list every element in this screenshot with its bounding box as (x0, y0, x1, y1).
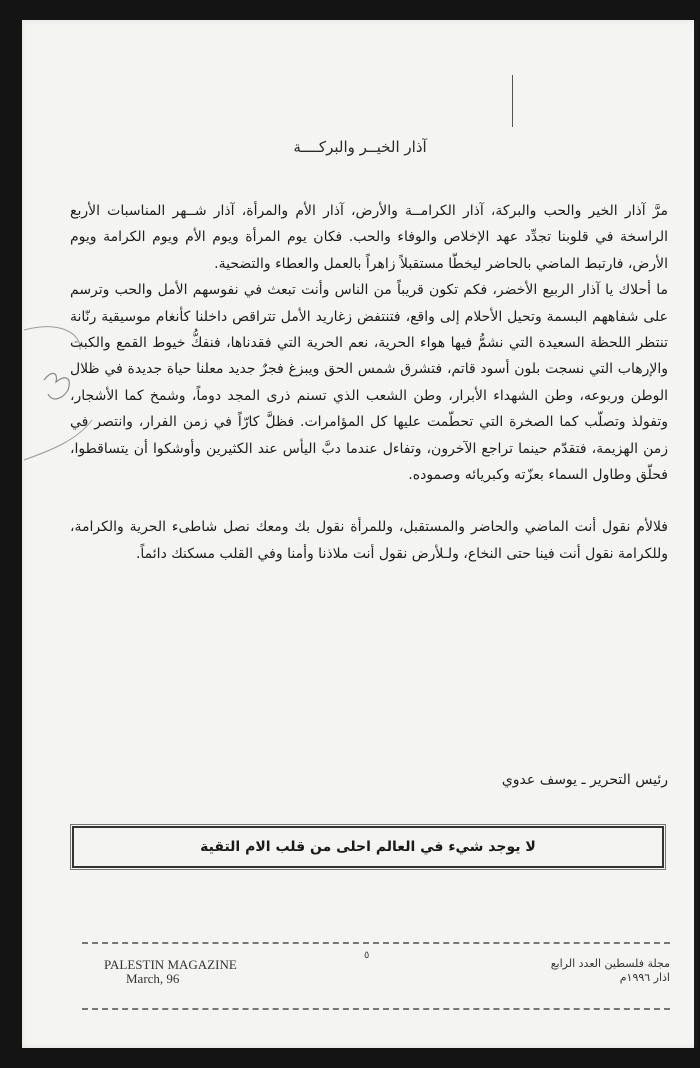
paragraph-spacer (70, 488, 668, 514)
paragraph-2: ما أحلاك يا آذار الربيع الأخضر، فكم تكون قريباً من الناس وأنت تبعث في نفوسهم الأمل والحب وترسم على شفاههم البسمة وتحيل الأحلام إلى واقع، فتنتفض زغاريد الأمل تتراقص داخلنا كأنغام موسيقية رنّانة تنتظر اللحظة السعيدة التي نشمُّ فيها هواء الحرية، نعم الحرية التي فقدناها، فنفكُّ خيوط القمع والكبت والإرهاب التي نسجت بلون أسود قاتم، فتشرق شمس الحق ويبزغ فجرٌ جديد معلنا حياة جديدة في ظلال الوطن وربوعه، وطن الشهداء الأبرار، وطن الشعب الذي تسنم ذرى المجد دوماً، وشمخ كما الأشجار، وتفولذ وتصلّب كما الصخرة التي تحطّمت عليها كل المؤامرات. فظلَّ كارّاً في زمن الفرار، وانتصر في زمن الهزيمة، فتقدّم حينما تراجع الآخرون، وتفاءل عندما دبَّ اليأس عند الكثيرين وأوشكوا أن يتساقطوا، فحلّق وطاول السماء بعزّته وكبريائه وصموده. (70, 282, 668, 484)
page-number: ٥ (364, 950, 370, 961)
paragraph-1: مرَّ آذار الخير والحب والبركة، آذار الكرامــة والأرض، آذار الأم والمرأة، آذار شــهر المناسبات الأربع الراسخة في قلوبنا تجدِّد عهد الإخلاص والوفاء والحب. فكان يوم المرأة ويوم الأم ويوم الكرامة ويوم الأرض، فارتبط الماضي بالحاضر ليخطّا مستقبلاً زاهراً بالعمل والعطاء والتضحية. (70, 203, 668, 272)
motto-box (72, 826, 664, 868)
pen-stroke-mark (512, 75, 513, 127)
document-page (22, 20, 698, 1048)
page-title: آذار الخيــر والبركــــة (293, 138, 427, 156)
scan-edge (694, 20, 698, 1048)
article-body (70, 198, 668, 567)
magazine-name-en: PALESTIN MAGAZINE (104, 957, 237, 972)
footer-divider-top (82, 942, 670, 944)
issue-date-ar: اذار ١٩٩٦م (619, 971, 670, 984)
paragraph-3: فلالأم نقول أنت الماضي والحاضر والمستقبل، وللمرأة نقول بك ومعك نصل شاطىء الحرية والكرامة، وللكرامة نقول أنت فينا حتى النخاع، ولـلأرض نقول أنت ملاذنا وأمنا وفي القلب مسكنك دائماً. (70, 519, 668, 562)
issue-date-en: March, 96 (126, 971, 180, 986)
magazine-name-ar: مجلة فلسطين العدد الرابع (550, 957, 670, 970)
footer-arabic (551, 957, 670, 985)
author-signature: رئيس التحرير ـ يوسف عدوي (501, 772, 668, 788)
footer-english (104, 958, 237, 986)
footer-divider-bottom (82, 1008, 670, 1010)
motto-text: لا يوجد شيء في العالم احلى من قلب الام التقية (200, 839, 536, 855)
